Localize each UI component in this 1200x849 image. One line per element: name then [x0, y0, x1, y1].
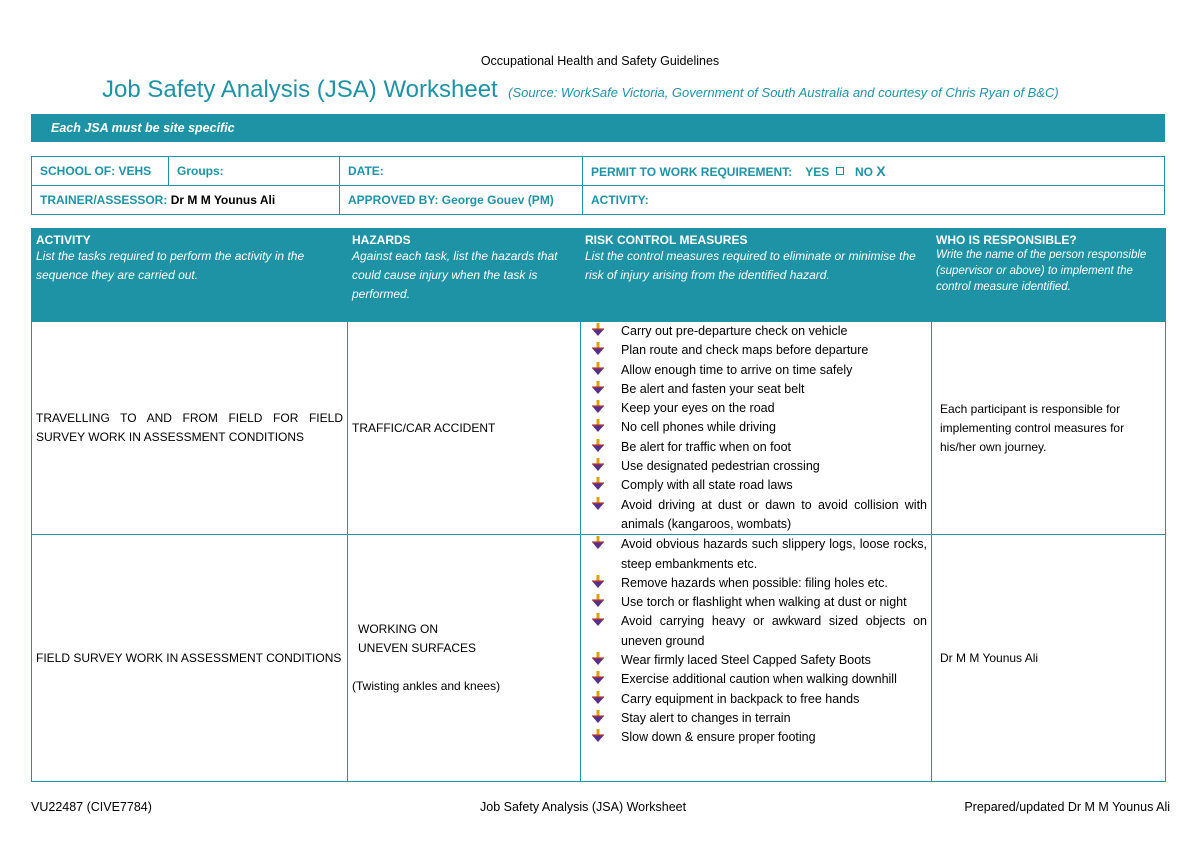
down-arrow-bullet-icon [591, 362, 605, 376]
trainer-label: TRAINER/ASSESSOR: [40, 193, 168, 207]
responsible-cell: Each participant is responsible for implementing control measures for his/her own journey. [932, 322, 1166, 535]
info-row [32, 186, 1165, 215]
down-arrow-bullet-icon [591, 323, 605, 337]
col-header-risk-control [581, 229, 932, 322]
down-arrow-bullet-icon [591, 594, 605, 608]
page-subtitle: Occupational Health and Safety Guidelines [480, 54, 720, 68]
col-desc: Write the name of the person responsible (supervisor or above) to implement the control measure identified. [936, 249, 1147, 293]
col-title: ACTIVITY [36, 233, 91, 247]
down-arrow-bullet-icon [591, 691, 605, 705]
down-arrow-bullet-icon [591, 419, 605, 433]
hazard-cell: TRAFFIC/CAR ACCIDENT [348, 322, 581, 535]
down-arrow-bullet-icon [591, 710, 605, 724]
down-arrow-bullet-icon [591, 439, 605, 453]
responsible-cell: Dr M M Younus Ali [932, 535, 1166, 782]
list-item: Be alert for traffic when on foot [585, 438, 927, 457]
activity-cell: FIELD SURVEY WORK IN ASSESSMENT CONDITIONS [32, 535, 348, 782]
list-item: Plan route and check maps before departure [585, 341, 927, 360]
date-cell: DATE: [340, 157, 583, 186]
col-title: RISK CONTROL MEASURES [585, 233, 748, 247]
permit-yes: YES [805, 165, 830, 179]
measures-cell [581, 322, 932, 535]
title-line [102, 76, 1059, 104]
permit-no: NO [854, 165, 873, 179]
list-item: Slow down & ensure proper footing [585, 728, 927, 747]
col-title: HAZARDS [352, 233, 411, 247]
list-item: Be alert and fasten your seat belt [585, 380, 927, 399]
down-arrow-bullet-icon [591, 400, 605, 414]
col-desc: List the control measures required to eliminate or minimise the risk of injury arising from the identified hazard. [585, 249, 916, 282]
hazard-line: WORKING ON [358, 622, 438, 637]
activity-cell: ACTIVITY: [583, 186, 1165, 215]
down-arrow-bullet-icon [591, 536, 605, 550]
checkbox-icon [836, 167, 844, 175]
list-item: Use designated pedestrian crossing [585, 457, 927, 476]
list-item: No cell phones while driving [585, 418, 927, 437]
list-item: Avoid driving at dust or dawn to avoid collision with animals (kangaroos, wombats) [585, 496, 927, 535]
list-item: Avoid obvious hazards such slippery logs, loose rocks, steep embankments etc. [585, 535, 927, 574]
list-item: Keep your eyes on the road [585, 399, 927, 418]
col-header-activity [32, 229, 348, 322]
down-arrow-bullet-icon [591, 477, 605, 491]
down-arrow-bullet-icon [591, 342, 605, 356]
groups-cell: Groups: [169, 157, 340, 186]
col-title: WHO IS RESPONSIBLE? [936, 233, 1077, 247]
hazard-note: (Twisting ankles and knees) [352, 679, 501, 694]
col-header-hazards [348, 229, 581, 322]
measures-list [585, 535, 927, 747]
down-arrow-bullet-icon [591, 575, 605, 589]
down-arrow-bullet-icon [591, 497, 605, 511]
hazard-line: UNEVEN SURFACES [358, 641, 477, 656]
col-header-responsible [932, 229, 1166, 322]
down-arrow-bullet-icon [591, 729, 605, 743]
list-item: Exercise additional caution when walking downhill [585, 670, 927, 689]
table-row [32, 322, 1166, 535]
list-item: Remove hazards when possible: filing holes etc. [585, 574, 927, 593]
list-item: Use torch or flashlight when walking at dust or night [585, 593, 927, 612]
list-item: Avoid carrying heavy or awkward sized objects on uneven ground [585, 612, 927, 651]
permit-no-mark: X [876, 163, 886, 179]
activity-cell: TRAVELLING TO AND FROM FIELD FOR FIELD SURVEY WORK IN ASSESSMENT CONDITIONS [32, 322, 348, 535]
measures-list [585, 322, 927, 534]
list-item: Carry out pre-departure check on vehicle [585, 322, 927, 341]
col-desc: List the tasks required to perform the activity in the sequence they are carried out. [36, 249, 305, 282]
site-specific-banner: Each JSA must be site specific [31, 114, 1165, 142]
info-table [31, 156, 1165, 215]
col-desc: Against each task, list the hazards that could cause injury when the task is performed. [352, 249, 558, 301]
list-item: Wear firmly laced Steel Capped Safety Boots [585, 651, 927, 670]
trainer-cell [32, 186, 340, 215]
down-arrow-bullet-icon [591, 671, 605, 685]
down-arrow-bullet-icon [591, 613, 605, 627]
permit-cell [583, 157, 1165, 186]
school-cell: SCHOOL OF: VEHS [32, 157, 169, 186]
info-row [32, 157, 1165, 186]
down-arrow-bullet-icon [591, 381, 605, 395]
footer-center: Job Safety Analysis (JSA) Worksheet [480, 800, 687, 814]
permit-label: PERMIT TO WORK REQUIREMENT: [591, 165, 793, 179]
down-arrow-bullet-icon [591, 458, 605, 472]
trainer-name: Dr M M Younus Ali [170, 193, 276, 207]
measures-cell [581, 535, 932, 782]
list-item: Carry equipment in backpack to free hands [585, 690, 927, 709]
footer-left: VU22487 (CIVE7784) [31, 800, 152, 814]
hazard-cell [348, 535, 581, 782]
list-item: Allow enough time to arrive on time safely [585, 361, 927, 380]
list-item: Stay alert to changes in terrain [585, 709, 927, 728]
list-item: Comply with all state road laws [585, 476, 927, 495]
approved-cell: APPROVED BY: George Gouev (PM) [340, 186, 583, 215]
source-note: (Source: WorkSafe Victoria, Government of South Australia and courtesy of Chris Ryan of B&C) [508, 85, 1059, 100]
down-arrow-bullet-icon [591, 652, 605, 666]
page-title: Job Safety Analysis (JSA) Worksheet [102, 76, 498, 103]
table-header-row [32, 229, 1166, 322]
table-row [32, 535, 1166, 782]
jsa-table [31, 228, 1166, 782]
footer-right: Prepared/updated Dr M M Younus Ali [964, 800, 1170, 814]
